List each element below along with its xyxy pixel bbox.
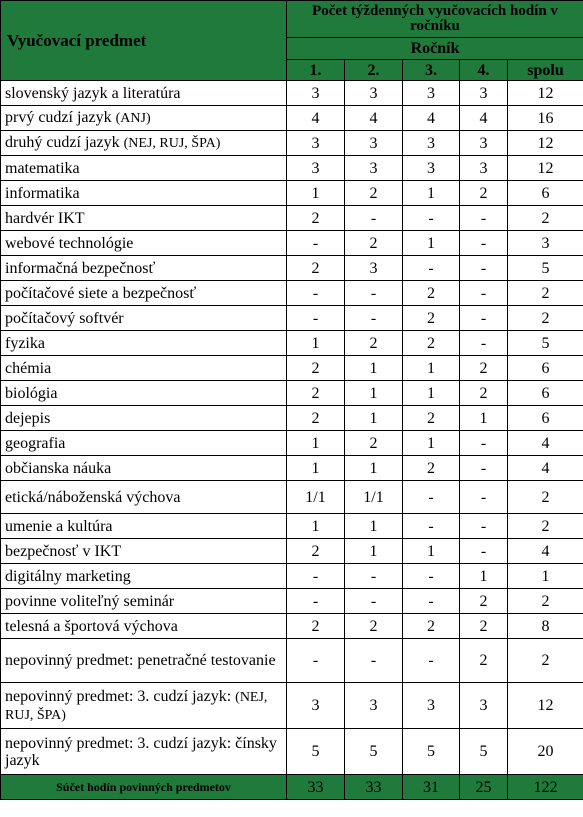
hours-cell: 3 — [345, 156, 403, 181]
subject-name: nepovinný predmet: 3. cudzí jazyk: čínsky jazyk — [5, 734, 277, 769]
subject-name: hardvér IKT — [5, 209, 85, 227]
subject-cell — [1, 281, 287, 306]
subject-name: etická/náboženská výchova — [5, 488, 181, 506]
hours-cell: - — [403, 206, 460, 231]
hours-cell: 2 — [287, 206, 345, 231]
subject-name: nepovinný predmet: 3. cudzí jazyk: — [5, 687, 236, 705]
table-row — [1, 381, 583, 406]
hours-cell: 3 — [345, 81, 403, 106]
subject-cell — [1, 156, 287, 181]
hours-cell: 1 — [287, 331, 345, 356]
hours-cell: 1 — [287, 456, 345, 481]
hours-cell: - — [287, 306, 345, 331]
subject-cell — [1, 106, 287, 131]
hours-cell: 4 — [287, 106, 345, 131]
table-row — [1, 106, 583, 131]
hours-cell: 2 — [287, 356, 345, 381]
total-cell: 2 — [508, 206, 583, 231]
subject-cell — [1, 514, 287, 539]
hours-cell: 1 — [403, 539, 460, 564]
subject-cell — [1, 256, 287, 281]
hours-cell: 1 — [460, 564, 508, 589]
table-row — [1, 456, 583, 481]
total-cell: 2 — [508, 306, 583, 331]
subject-cell — [1, 231, 287, 256]
total-cell: 2 — [508, 639, 583, 683]
hours-cell: 2 — [345, 614, 403, 639]
hours-cell: - — [287, 564, 345, 589]
hours-cell: 1 — [345, 381, 403, 406]
hours-cell: 2 — [460, 614, 508, 639]
subject-cell — [1, 81, 287, 106]
year-3-header: 3. — [403, 60, 460, 81]
hours-cell: 3 — [403, 156, 460, 181]
hours-title-header: Počet týždenných vyučovacích hodín v ročníku — [287, 1, 583, 38]
hours-cell: 1 — [345, 539, 403, 564]
year-4-header: 4. — [460, 60, 508, 81]
hours-cell: 2 — [287, 256, 345, 281]
table-row — [1, 306, 583, 331]
hours-cell: 3 — [460, 683, 508, 729]
total-cell: 12 — [508, 156, 583, 181]
table-row — [1, 683, 583, 729]
hours-cell: 3 — [460, 156, 508, 181]
total-cell: 16 — [508, 106, 583, 131]
subject-cell — [1, 381, 287, 406]
hours-cell: 1/1 — [287, 481, 345, 514]
hours-cell: - — [460, 514, 508, 539]
hours-cell: 2 — [403, 281, 460, 306]
subject-cell — [1, 406, 287, 431]
total-cell: 8 — [508, 614, 583, 639]
total-cell: 20 — [508, 729, 583, 775]
table-row — [1, 256, 583, 281]
table-row — [1, 231, 583, 256]
hours-cell: 2 — [460, 181, 508, 206]
hours-cell: - — [345, 206, 403, 231]
hours-cell: 2 — [460, 589, 508, 614]
hours-cell: - — [460, 256, 508, 281]
subject-cell — [1, 306, 287, 331]
total-cell: 4 — [508, 431, 583, 456]
total-cell: 6 — [508, 406, 583, 431]
hours-cell: 3 — [403, 683, 460, 729]
subject-name: biológia — [5, 384, 58, 402]
table-row — [1, 481, 583, 514]
subject-name: geografia — [5, 434, 66, 452]
hours-cell: 1/1 — [345, 481, 403, 514]
subject-cell — [1, 683, 287, 729]
hours-cell: 3 — [287, 81, 345, 106]
footer-value: 25 — [460, 775, 508, 800]
subject-name: telesná a športová výchova — [5, 617, 178, 635]
subject-cell — [1, 356, 287, 381]
subject-name: matematika — [5, 159, 80, 177]
hours-cell: 2 — [345, 431, 403, 456]
subject-name: počítačový softvér — [5, 309, 124, 327]
subject-note: (ANJ) — [115, 111, 151, 126]
hours-cell: 1 — [345, 456, 403, 481]
table-row — [1, 639, 583, 683]
total-cell: 4 — [508, 539, 583, 564]
hours-cell: 3 — [345, 683, 403, 729]
hours-cell: 2 — [287, 381, 345, 406]
year-1-header: 1. — [287, 60, 345, 81]
hours-cell: - — [403, 639, 460, 683]
hours-cell: 3 — [287, 683, 345, 729]
footer-value: 33 — [287, 775, 345, 800]
table-row — [1, 514, 583, 539]
hours-cell: 5 — [403, 729, 460, 775]
subject-cell — [1, 456, 287, 481]
table-row — [1, 131, 583, 156]
subject-cell — [1, 206, 287, 231]
year-2-header: 2. — [345, 60, 403, 81]
hours-cell: 2 — [403, 614, 460, 639]
footer-value: 31 — [403, 775, 460, 800]
total-cell: 2 — [508, 589, 583, 614]
subject-name: počítačové siete a bezpečnosť — [5, 284, 197, 302]
table-row — [1, 281, 583, 306]
table-row — [1, 539, 583, 564]
subject-name: informatika — [5, 184, 80, 202]
table-row — [1, 331, 583, 356]
hours-cell: - — [287, 589, 345, 614]
hours-cell: 3 — [345, 131, 403, 156]
table-row — [1, 564, 583, 589]
table-row — [1, 406, 583, 431]
subject-name: digitálny marketing — [5, 567, 131, 585]
subject-column-header: Vyučovací predmet — [1, 1, 287, 81]
hours-cell: 2 — [345, 231, 403, 256]
hours-cell: - — [287, 639, 345, 683]
hours-cell: - — [345, 281, 403, 306]
hours-cell: - — [403, 514, 460, 539]
table-row — [1, 181, 583, 206]
subject-name: chémia — [5, 359, 52, 377]
hours-cell: - — [460, 281, 508, 306]
table-row — [1, 206, 583, 231]
hours-cell: 1 — [403, 431, 460, 456]
table-row — [1, 614, 583, 639]
hours-cell: 3 — [345, 256, 403, 281]
table-row — [1, 729, 583, 775]
hours-cell: - — [460, 206, 508, 231]
total-cell: 12 — [508, 131, 583, 156]
hours-cell: - — [345, 564, 403, 589]
subject-cell — [1, 564, 287, 589]
total-cell: 2 — [508, 481, 583, 514]
table-row — [1, 589, 583, 614]
subject-cell — [1, 614, 287, 639]
total-cell: 4 — [508, 456, 583, 481]
subject-note: (NEJ, RUJ, ŠPA) — [5, 689, 268, 723]
subject-name: fyzika — [5, 334, 45, 352]
hours-cell: - — [460, 481, 508, 514]
footer-value: 122 — [508, 775, 583, 800]
hours-cell: 1 — [345, 356, 403, 381]
total-cell: 5 — [508, 256, 583, 281]
hours-cell: 2 — [403, 331, 460, 356]
footer-label: Súčet hodín povinných predmetov — [1, 775, 287, 800]
table-row — [1, 156, 583, 181]
hours-cell: 3 — [403, 131, 460, 156]
hours-cell: 2 — [403, 306, 460, 331]
total-cell: 6 — [508, 381, 583, 406]
subject-cell — [1, 539, 287, 564]
subject-name: občianska náuka — [5, 459, 112, 477]
subject-name: dejepis — [5, 409, 51, 427]
hours-cell: - — [460, 539, 508, 564]
hours-cell: 2 — [287, 539, 345, 564]
hours-cell: 2 — [345, 331, 403, 356]
hours-cell: 5 — [460, 729, 508, 775]
hours-cell: 1 — [403, 381, 460, 406]
hours-cell: 5 — [287, 729, 345, 775]
hours-cell: - — [403, 481, 460, 514]
hours-cell: 1 — [287, 514, 345, 539]
total-cell: 1 — [508, 564, 583, 589]
hours-cell: 1 — [403, 356, 460, 381]
subject-name: prvý cudzí jazyk — [5, 109, 116, 126]
hours-cell: - — [345, 306, 403, 331]
total-cell: 12 — [508, 683, 583, 729]
total-cell: 2 — [508, 281, 583, 306]
hours-cell: 1 — [403, 181, 460, 206]
rocnik-header: Ročník — [287, 38, 583, 60]
total-cell: 3 — [508, 231, 583, 256]
hours-cell: 4 — [403, 106, 460, 131]
subject-name: druhý cudzí jazyk — [5, 134, 124, 151]
hours-cell: - — [460, 431, 508, 456]
hours-cell: - — [287, 281, 345, 306]
hours-cell: 3 — [403, 81, 460, 106]
table-row — [1, 431, 583, 456]
subject-name: bezpečnosť v IKT — [5, 542, 122, 560]
table-row — [1, 81, 583, 106]
hours-cell: 2 — [460, 381, 508, 406]
subject-name: informačná bezpečnosť — [5, 259, 156, 277]
subject-name: slovenský jazyk a literatúra — [5, 84, 181, 102]
hours-cell: - — [287, 231, 345, 256]
hours-cell: 2 — [403, 406, 460, 431]
hours-cell: 1 — [287, 431, 345, 456]
hours-cell: 1 — [345, 406, 403, 431]
footer-value: 33 — [345, 775, 403, 800]
table-row — [1, 356, 583, 381]
hours-cell: 1 — [345, 514, 403, 539]
hours-cell: - — [403, 564, 460, 589]
total-header: spolu — [508, 60, 583, 81]
hours-cell: 3 — [460, 131, 508, 156]
hours-cell: - — [460, 231, 508, 256]
hours-cell: 2 — [287, 406, 345, 431]
hours-cell: 2 — [345, 181, 403, 206]
subject-cell — [1, 639, 287, 683]
hours-cell: 1 — [460, 406, 508, 431]
hours-cell: - — [403, 589, 460, 614]
total-cell: 5 — [508, 331, 583, 356]
subject-cell — [1, 431, 287, 456]
subject-cell — [1, 131, 287, 156]
hours-cell: - — [345, 589, 403, 614]
hours-cell: - — [403, 256, 460, 281]
hours-cell: - — [345, 639, 403, 683]
hours-cell: 3 — [287, 156, 345, 181]
hours-cell: - — [460, 331, 508, 356]
subject-note: (NEJ, RUJ, ŠPA) — [123, 136, 221, 151]
hours-cell: 4 — [460, 106, 508, 131]
subject-cell — [1, 589, 287, 614]
subject-name: povinne voliteľný seminár — [5, 592, 175, 610]
hours-cell: - — [460, 306, 508, 331]
hours-cell: 5 — [345, 729, 403, 775]
subject-name: nepovinný predmet: penetračné testovanie — [5, 652, 276, 669]
subject-cell — [1, 481, 287, 514]
hours-cell: 3 — [287, 131, 345, 156]
subject-name: webové technológie — [5, 234, 134, 252]
subject-cell — [1, 331, 287, 356]
subject-cell — [1, 729, 287, 775]
subject-cell — [1, 181, 287, 206]
table-body — [1, 81, 583, 775]
total-cell: 6 — [508, 356, 583, 381]
hours-cell: 2 — [287, 614, 345, 639]
hours-cell: 2 — [403, 456, 460, 481]
hours-cell: - — [460, 456, 508, 481]
hours-cell: 1 — [287, 181, 345, 206]
hours-cell: 4 — [345, 106, 403, 131]
subject-name: umenie a kultúra — [5, 517, 113, 535]
total-cell: 6 — [508, 181, 583, 206]
hours-cell: 2 — [460, 356, 508, 381]
hours-cell: 2 — [460, 639, 508, 683]
hours-cell: 1 — [403, 231, 460, 256]
total-cell: 2 — [508, 514, 583, 539]
hours-cell: 3 — [460, 81, 508, 106]
total-cell: 12 — [508, 81, 583, 106]
